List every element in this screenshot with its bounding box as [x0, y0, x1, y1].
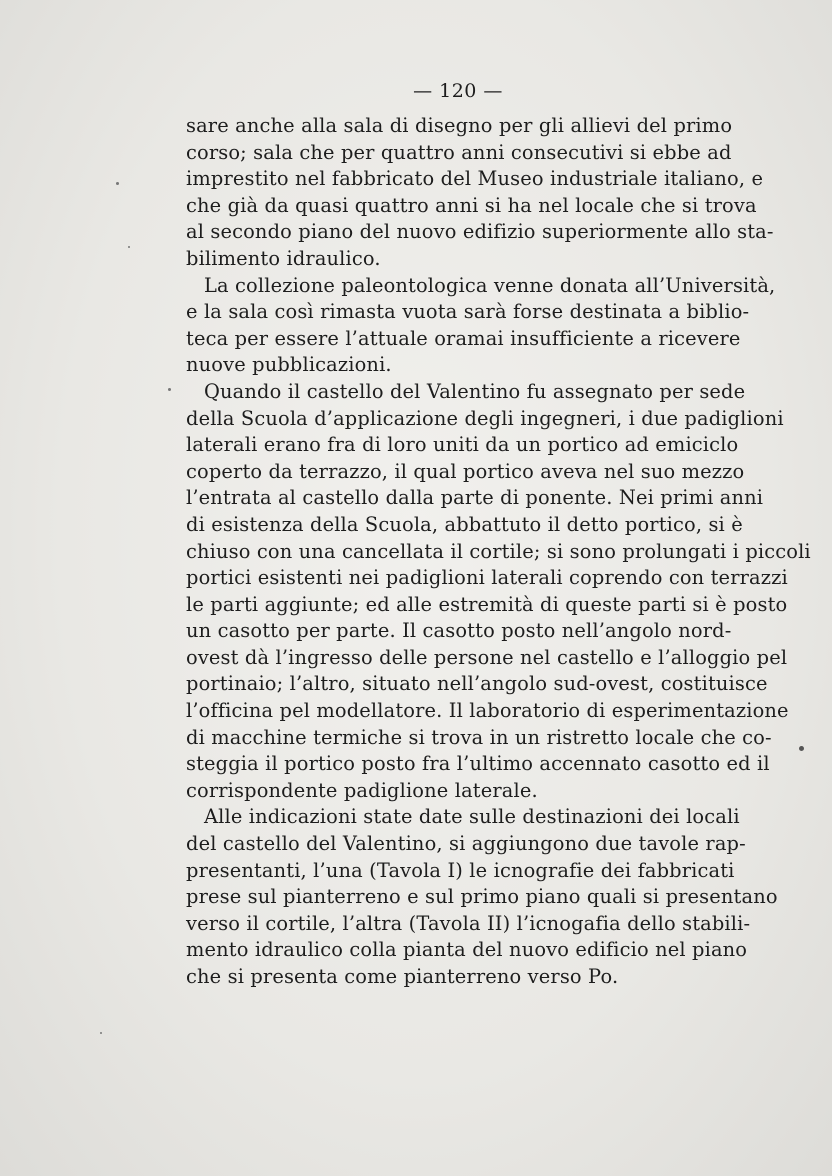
- text-line: teca per essere l’attuale oramai insufficiente a ricevere: [186, 326, 741, 350]
- paper-speck: [799, 746, 804, 751]
- paragraph: [186, 804, 778, 990]
- text-line: Quando il castello del Valentino fu assegnato per sede: [204, 379, 746, 403]
- page-number: — 120 —: [413, 80, 503, 102]
- text-line: prese sul pianterreno e sul primo piano quali si presentano: [186, 885, 778, 909]
- text-line: che si presenta come pianterreno verso Po.: [186, 965, 619, 988]
- text-line: chiuso con una cancellata il cortile; si sono prolungati i piccoli: [186, 539, 811, 563]
- text-line: coperto da terrazzo, il qual portico aveva nel suo mezzo: [186, 459, 745, 483]
- text-line: La collezione paleontologica venne donata all’Università,: [204, 273, 776, 297]
- text-line: Alle indicazioni state date sulle destinazioni dei locali: [204, 805, 740, 829]
- text-line: laterali erano fra di loro uniti da un portico ad emiciclo: [186, 433, 739, 457]
- text-line: della Scuola d’applicazione degli ingegneri, i due padiglioni: [186, 406, 784, 430]
- text-line: del castello del Valentino, si aggiungono due tavole rap-: [186, 832, 746, 856]
- paragraph: [186, 379, 811, 805]
- text-line: verso il cortile, l’altra (Tavola II) l’icnogafia dello stabili-: [186, 911, 751, 935]
- paragraph: [186, 273, 776, 379]
- text-line: presentanti, l’una (Tavola I) le icnografie dei fabbricati: [186, 858, 735, 882]
- text-line: l’officina pel modellatore. Il laboratorio di esperimentazione: [186, 699, 789, 723]
- book-page: [186, 76, 811, 991]
- text-line: di macchine termiche si trova in un ristretto locale che co-: [186, 725, 772, 749]
- text-line: ovest dà l’ingresso delle persone nel castello e l’alloggio pel: [186, 645, 788, 669]
- text-line: l’entrata al castello dalla parte di ponente. Nei primi anni: [186, 486, 764, 510]
- paper-speck: [168, 388, 171, 391]
- text-line: corso; sala che per quattro anni consecutivi si ebbe ad: [186, 140, 732, 164]
- text-line: portici esistenti nei padiglioni laterali coprendo con terrazzi: [186, 566, 788, 590]
- text-line: che già da quasi quattro anni si ha nel locale che si trova: [186, 193, 757, 217]
- page-body: [186, 113, 811, 991]
- paper-speck: [128, 246, 130, 248]
- text-line: e la sala così rimasta vuota sarà forse destinata a biblio-: [186, 300, 750, 324]
- text-line: nuove pubblicazioni.: [186, 353, 392, 377]
- text-line: di esistenza della Scuola, abbattuto il detto portico, si è: [186, 512, 743, 536]
- text-line: corrispondente padiglione laterale.: [186, 778, 538, 802]
- text-line: steggia il portico posto fra l’ultimo accennato casotto ed il: [186, 752, 770, 776]
- text-line: le parti aggiunte; ed alle estremità di queste parti si è posto: [186, 592, 788, 616]
- text-line: bilimento idraulico.: [186, 246, 381, 270]
- text-line: portinaio; l’altro, situato nell’angolo sud-ovest, costituisce: [186, 672, 768, 696]
- text-line: sare anche alla sala di disegno per gli allievi del primo: [186, 114, 733, 137]
- paragraph: [186, 113, 774, 273]
- text-line: al secondo piano del nuovo edifizio superiormente allo sta-: [186, 220, 774, 244]
- text-line: imprestito nel fabbricato del Museo industriale italiano, e: [186, 167, 764, 191]
- text-line: un casotto per parte. Il casotto posto nell’angolo nord-: [186, 619, 732, 643]
- text-line: mento idraulico colla pianta del nuovo edificio nel piano: [186, 938, 748, 962]
- paper-speck: [100, 1032, 102, 1034]
- paper-speck: [116, 182, 119, 185]
